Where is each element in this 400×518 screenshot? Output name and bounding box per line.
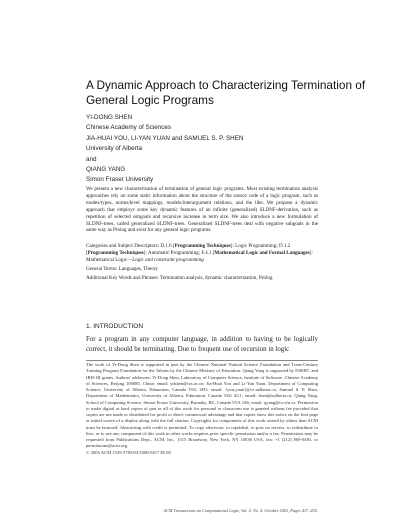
footnote: [86, 362, 318, 456]
category-term: Mathematical Logic and Formal Languages: [214, 249, 310, 256]
author-affiliation: Simon Fraser University: [86, 176, 154, 184]
category-term: Programming Techniques: [174, 243, 231, 249]
categories-lead: Categories and Subject Descriptors: D.1.6 [: [86, 243, 175, 249]
category-rest: ]: Mathematical Logic—: [86, 249, 315, 263]
author-affiliation: Chinese Academy of Sciences: [86, 124, 172, 132]
introduction-text: For a program in any computer language, in addition to having to be logically correct, it should be terminating. Due to frequent use of recursion in logic: [86, 336, 318, 353]
general-terms: General Terms: Languages, Theory: [86, 265, 158, 272]
paper-metadata: [86, 243, 318, 284]
category-rest: ]: Automatic Programming; F.4.1 [: [143, 249, 215, 256]
category-rest: ]: Logic Programming; D.1.2 [: [86, 243, 292, 256]
paper-title: A Dynamic Approach to Characterizing Termination of General Logic Programs: [86, 78, 366, 107]
category-term: Programming Techniques: [87, 249, 144, 256]
author-affiliation: University of Alberta: [86, 145, 142, 153]
footnote-text: The work of Yi-Dong Shen is supported in part by the Chinese National Natural Science Foundation and Trans-Century Training Program Foundation for the Talents by the Chinese Ministry of Education. Qiang Yang is supported by NSERC and IRIS III grants. Authors' addresses: Yi-Dong Shen, Laboratory of Computer Science, Institute of Software, Chinese Academy of Sciences, Beijing 100080, China; email: ydshen@ios.ac.cn; Jia-Huai You and Li-Yan Yuan, Department of Computing Science, University of Alberta, Edmonton, Canada T6G 2H1; email: {you,yuan}@cs.ualberta.ca; Samuel S. P. Shen, Department of Mathematics, University of Alberta, Edmonton, Canada T6G 2G1; email: shen@ualberta.ca; Qiang Yang, School of Computing Science, Simon Fraser University, Burnaby, BC, Canada V5A 1S6; email: qyang@cs.sfu.ca. Permission to make digital or hard copies of part or all of this work for personal or classroom use is granted without fee provided that copies are not made or distributed for profit or direct commercial advantage and that copies show this notice on the first page or initial screen of a display along with the full citation. Copyrights for components of this work owned by others than ACM must be honored. Abstracting with credit is permitted. To copy otherwise, to republish, to post on servers, to redistribute to lists, or to use any component of this work in other works requires prior specific permission and/or a fee. Permissions may be requested from Publications Dept., ACM, Inc., 1515 Broadway, New York, NY 10036 USA, fax: +1 (212) 869-0481, or permissions@acm.org.: [86, 362, 318, 449]
footnote-divider: [86, 360, 318, 361]
author-name: QIANG YANG: [86, 166, 126, 174]
categories-descriptors: [86, 243, 318, 264]
author-conjunction: and: [86, 155, 97, 163]
category-subterm: Logic and constraint programming: [132, 256, 204, 263]
section-heading: 1. INTRODUCTION: [86, 323, 144, 330]
journal-footer: ACM Transactions on Computational Logic, Vol. 4, No. 4, October 2003, Pages 417–435.: [163, 508, 318, 513]
author-name: JIA-HUAI YOU, LI-YAN YUAN and SAMUEL S. P. SHEN: [86, 134, 244, 142]
author-block: [86, 113, 366, 186]
abstract: We present a new characterization of termination of general logic programs. Most existing termination analysis approaches rely on some static information about the structure of the source code of a logic program, such as modes/types, norms/level mappings, models/interargument relations, and the like. We propose a dynamic approach that employs some key dynamic features of an infinite (generalized) SLDNF-derivation, such as repetition of selected subgoals and recursive increase in term size. We also introduce a new formulation of SLDNF-trees, called generalized SLDNF-trees. Generalized SLDNF-trees deal with negative subgoals in the same way as Prolog and exist for any general logic programs.: [86, 186, 318, 234]
keywords: Additional Key Words and Phrases: Termination analysis, dynamic characterization, Prolog: [86, 275, 273, 281]
copyright-line: © 2003 ACM 1529-3785/03/1000-0417 $5.00: [86, 449, 171, 455]
author-name: YI-DONG SHEN: [86, 114, 133, 121]
